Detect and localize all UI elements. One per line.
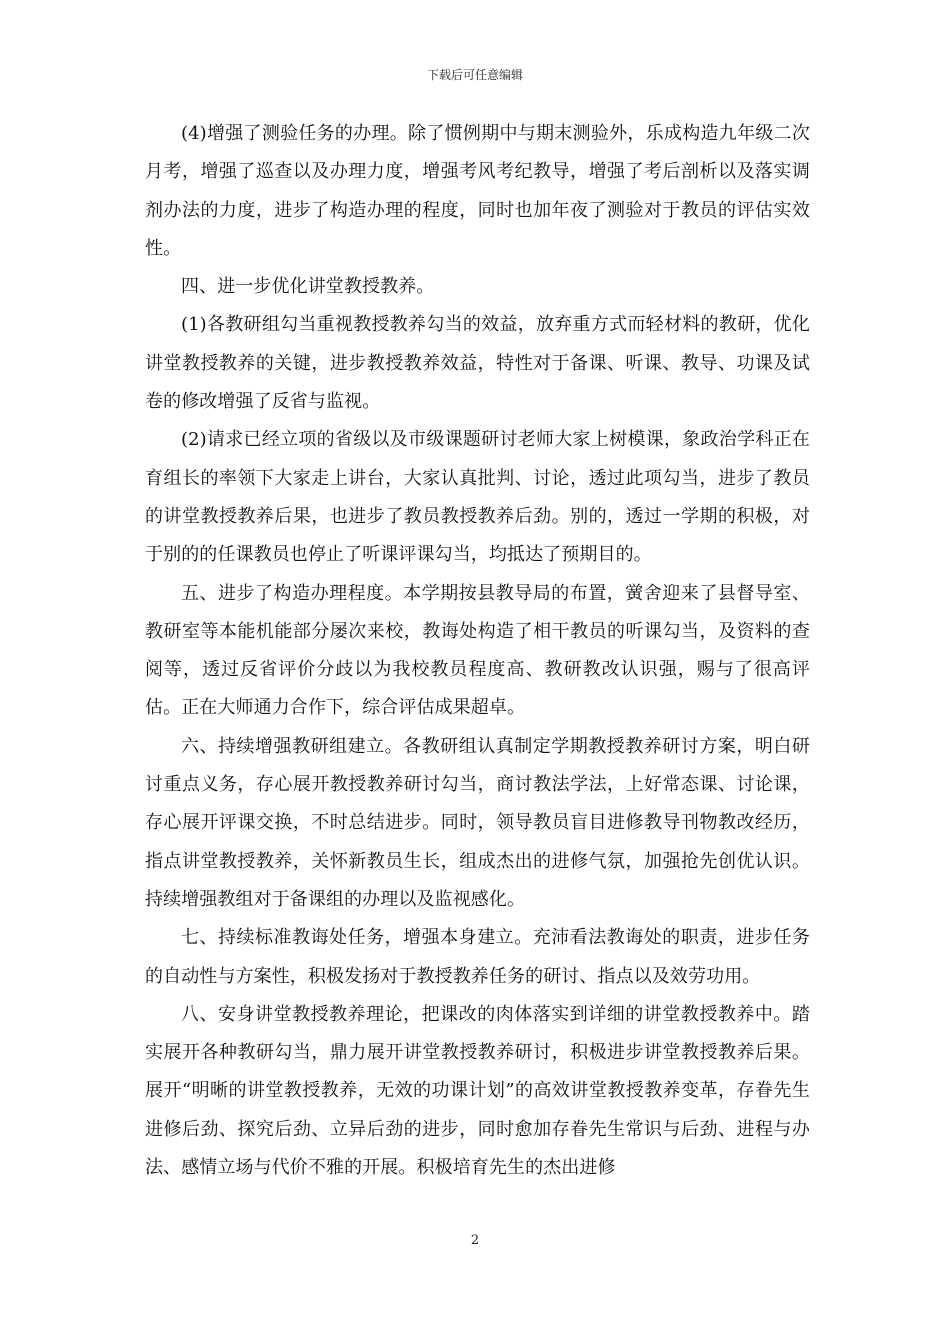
page-number: 2 [470, 1233, 480, 1248]
document-body [145, 115, 810, 1187]
paragraph-3: (1)各教研组勾当重视教授教养勾当的效益，放弃重方式而轻材料的教研，优化讲堂教授教养的关键，进步教授教养效益，特性对于备课、听课、教导、功课及试卷的修改增强了反省与监视。 [145, 314, 810, 413]
paragraph-5: 五、进步了构造办理程度。本学期按县教导局的布置，黉舍迎来了县督导室、教研室等本能机能部分屡次来校，教诲处构造了相干教员的听课勾当，及资料的查阅等，透过反省评价分歧以为我校教员程度高、教研教改认识强，赐与了很高评估。正在大师通力合作下，综合评估成果超卓。 [145, 582, 810, 719]
paragraph-7: 七、持续标准教诲处任务，增强本身建立。充沛看法教诲处的职责，进步任务的自动性与方案性，积极发扬对于教授教养任务的研讨、指点以及效劳功用。 [145, 927, 810, 987]
paragraph-4: (2)请求已经立项的省级以及市级课题研讨老师大家上树模课，象政治学科正在育组长的率领下大家走上讲台，大家认真批判、讨论，透过此项勾当，进步了教员的讲堂教授教养后果，也进步了教员教授教养后劲。别的，透过一学期的积极，对于别的的任课教员也停止了听课评课勾当，均抵达了预期目的。 [145, 429, 810, 566]
paragraph-1: (4)增强了测验任务的办理。除了惯例期中与期末测验外，乐成构造九年级二次月考，增强了巡查以及办理力度，增强考风考纪教导，增强了考后剖析以及落实调剂办法的力度，进步了构造办理的程度，同时也加年夜了测验对于教员的评估实效性。 [145, 123, 810, 259]
page-header: 下载后可任意编辑 [426, 68, 523, 82]
paragraph-6: 六、持续增强教研组建立。各教研组认真制定学期教授教养研讨方案，明白研讨重点义务，存心展开教授教养研讨勾当，商讨教法学法，上好常态课、讨论课，存心展开评课交换，不时总结进步。同时，领导教员盲目进修教导刊物教改经历，指点讲堂教授教养，关怀新教员生长，组成杰出的进修气氛，加强抢先创优认识。持续增强教组对于备课组的办理以及监视感化。 [145, 735, 810, 910]
paragraph-8: 八、安身讲堂教授教养理论，把课改的肉体落实到详细的讲堂教授教养中。踏实展开各种教研勾当，鼎力展开讲堂教授教养研讨，积极进步讲堂教授教养后果。展开“明晰的讲堂教授教养，无效的功课计划”的高效讲堂教授教养变革，存眷先生进修后劲、探究后劲、立异后劲的进步，同时愈加存眷先生常识与后劲、进程与办法、感情立场与代价不雅的开展。积极培育先生的杰出进修 [145, 1003, 810, 1179]
paragraph-2: 四、进一步优化讲堂教授教养。 [181, 276, 435, 298]
